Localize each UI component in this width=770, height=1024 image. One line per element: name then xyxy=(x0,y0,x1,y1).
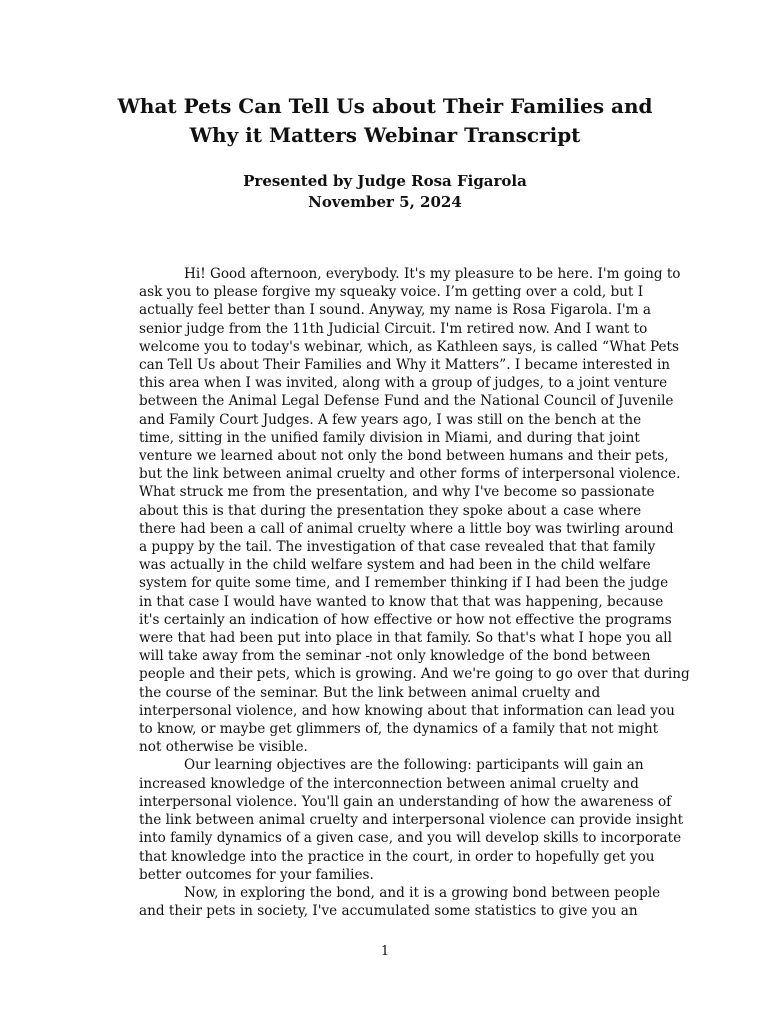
text-line: can Tell Us about Their Families and Why it Matters”. I became interested in xyxy=(139,357,671,374)
text-line: Our learning objectives are the following: participants will gain an xyxy=(184,757,644,774)
text-line: to know, or maybe get glimmers of, the dynamics of a family that not might xyxy=(139,721,659,738)
text-line: What struck me from the presentation, and why I've become so passionate xyxy=(139,484,655,501)
document-byline xyxy=(60,171,710,213)
text-line: Hi! Good afternoon, everybody. It's my pleasure to be here. I'm going to xyxy=(184,266,681,282)
paragraph-3 xyxy=(94,884,684,920)
text-line: there had been a call of animal cruelty where a little boy was twirling around xyxy=(139,520,674,537)
text-line: senior judge from the 11th Judicial Circuit. I'm retired now. And I want to xyxy=(139,320,648,337)
text-line: Now, in exploring the bond, and it is a growing bond between people xyxy=(184,884,661,901)
page-number: 1 xyxy=(380,944,390,959)
text-line: that knowledge into the practice in the court, in order to hopefully get you xyxy=(139,848,655,865)
text-line: was actually in the child welfare system and had been in the child welfare xyxy=(139,557,651,574)
text-line: not otherwise be visible. xyxy=(139,739,308,756)
title-line-1: What Pets Can Tell Us about Their Families and xyxy=(117,94,653,118)
paragraph-1 xyxy=(94,265,690,756)
text-line: interpersonal violence, and how knowing about that information can lead you xyxy=(139,702,675,719)
text-line: will take away from the seminar -not only knowledge of the bond between xyxy=(139,648,651,665)
text-line: venture we learned about not only the bond between humans and their pets, xyxy=(139,448,669,465)
text-line: welcome you to today's webinar, which, as Kathleen says, is called “What Pets xyxy=(139,338,679,355)
text-line: a puppy by the tail. The investigation of that case revealed that that family xyxy=(139,539,656,556)
text-line: increased knowledge of the interconnection between animal cruelty and xyxy=(139,775,639,792)
text-line: people and their pets, which is growing. And we're going to go over that during xyxy=(139,666,690,683)
text-line: the link between animal cruelty and interpersonal violence can provide insight xyxy=(139,812,684,829)
text-line: the course of the seminar. But the link between animal cruelty and xyxy=(139,684,601,701)
text-line: in that case I would have wanted to know that that was happening, because xyxy=(139,593,664,610)
text-line: between the Animal Legal Defense Fund and the National Council of Juvenile xyxy=(139,393,674,410)
document-title xyxy=(60,92,710,150)
paragraph-2 xyxy=(94,756,684,883)
text-line: were that had been put into place in that family. So that's what I hope you all xyxy=(139,630,672,647)
text-line: time, sitting in the unified family division in Miami, and during that joint xyxy=(139,429,640,446)
text-line: interpersonal violence. You'll gain an understanding of how the awareness of xyxy=(139,793,672,810)
date-line: November 5, 2024 xyxy=(308,193,462,211)
text-line: this area when I was invited, along with a group of judges, to a joint venture xyxy=(139,375,668,392)
text-line: and their pets in society, I've accumulated some statistics to give you an xyxy=(139,903,638,920)
text-line: ask you to please forgive my squeaky voice. I’m getting over a cold, but I xyxy=(139,284,644,301)
text-line: about this is that during the presentation they spoke about a case where xyxy=(139,502,642,519)
transcript-body xyxy=(94,265,690,920)
title-line-2: Why it Matters Webinar Transcript xyxy=(189,123,581,147)
text-line: but the link between animal cruelty and other forms of interpersonal violence. xyxy=(139,466,681,483)
text-line: it's certainly an indication of how effective or how not effective the programs xyxy=(139,611,672,628)
text-line: actually feel better than I sound. Anyway, my name is Rosa Figarola. I'm a xyxy=(139,302,651,319)
presenter-line: Presented by Judge Rosa Figarola xyxy=(243,172,527,190)
text-line: system for quite some time, and I remember thinking if I had been the judge xyxy=(139,575,669,592)
text-line: and Family Court Judges. A few years ago, I was still on the bench at the xyxy=(139,411,642,428)
text-line: better outcomes for your families. xyxy=(139,866,374,883)
text-line: into family dynamics of a given case, and you will develop skills to incorporate xyxy=(139,830,682,847)
